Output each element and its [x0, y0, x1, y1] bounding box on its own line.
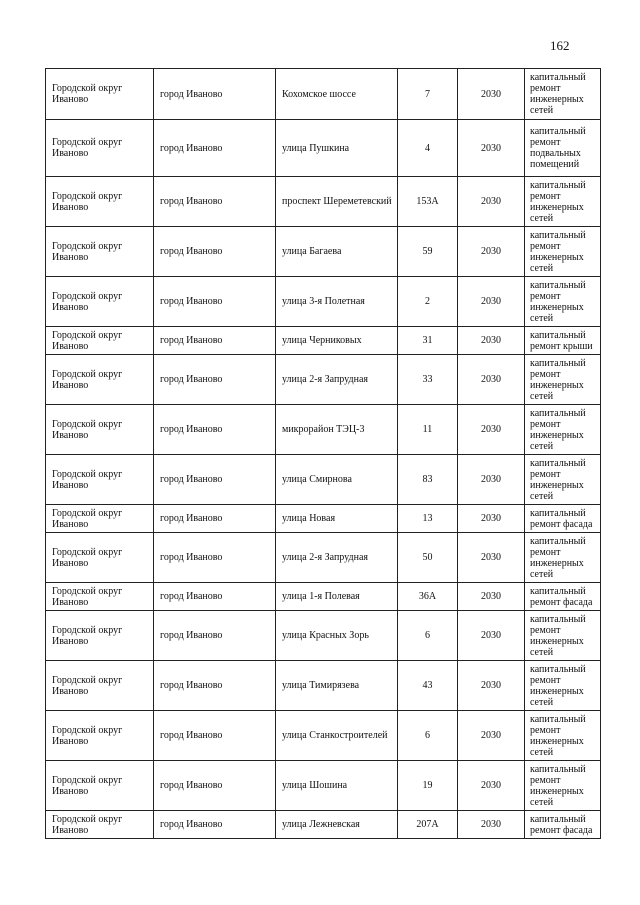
district-cell: Городской округ Иваново	[46, 711, 154, 761]
city-cell: город Иваново	[154, 227, 276, 277]
street-cell: улица Лежневская	[276, 811, 398, 839]
city-cell: город Иваново	[154, 505, 276, 533]
house-number-cell: 6	[398, 611, 458, 661]
table-row	[46, 761, 601, 811]
district-cell: Городской округ Иваново	[46, 120, 154, 177]
table-row	[46, 120, 601, 177]
street-cell: улица Тимирязева	[276, 661, 398, 711]
district-cell: Городской округ Иваново	[46, 405, 154, 455]
work-type-cell: капитальный ремонт фасада	[525, 505, 601, 533]
house-number-cell: 2	[398, 277, 458, 327]
city-cell: город Иваново	[154, 177, 276, 227]
city-cell: город Иваново	[154, 761, 276, 811]
city-cell: город Иваново	[154, 611, 276, 661]
work-type-cell: капитальный ремонт инженерных сетей	[525, 405, 601, 455]
city-cell: город Иваново	[154, 277, 276, 327]
work-type-cell: капитальный ремонт инженерных сетей	[525, 277, 601, 327]
district-cell: Городской округ Иваново	[46, 327, 154, 355]
street-cell: микрорайон ТЭЦ-3	[276, 405, 398, 455]
street-cell: улица Шошина	[276, 761, 398, 811]
house-number-cell: 36А	[398, 583, 458, 611]
table-row	[46, 227, 601, 277]
year-cell: 2030	[458, 227, 525, 277]
table-row	[46, 277, 601, 327]
year-cell: 2030	[458, 611, 525, 661]
street-cell: улица 3-я Полетная	[276, 277, 398, 327]
table-row	[46, 505, 601, 533]
table-row	[46, 327, 601, 355]
city-cell: город Иваново	[154, 811, 276, 839]
house-number-cell: 31	[398, 327, 458, 355]
city-cell: город Иваново	[154, 711, 276, 761]
street-cell: улица Новая	[276, 505, 398, 533]
city-cell: город Иваново	[154, 455, 276, 505]
street-cell: улица Станкостроителей	[276, 711, 398, 761]
city-cell: город Иваново	[154, 661, 276, 711]
district-cell: Городской округ Иваново	[46, 661, 154, 711]
table-row	[46, 405, 601, 455]
street-cell: улица 2-я Запрудная	[276, 355, 398, 405]
repair-schedule-table	[45, 68, 601, 839]
house-number-cell: 207А	[398, 811, 458, 839]
street-cell: улица 2-я Запрудная	[276, 533, 398, 583]
district-cell: Городской округ Иваново	[46, 761, 154, 811]
year-cell: 2030	[458, 661, 525, 711]
work-type-cell: капитальный ремонт инженерных сетей	[525, 455, 601, 505]
house-number-cell: 13	[398, 505, 458, 533]
house-number-cell: 83	[398, 455, 458, 505]
street-cell: улица Багаева	[276, 227, 398, 277]
work-type-cell: капитальный ремонт инженерных сетей	[525, 711, 601, 761]
district-cell: Городской округ Иваново	[46, 583, 154, 611]
table-row	[46, 711, 601, 761]
street-cell: проспект Шереметевский	[276, 177, 398, 227]
table-row	[46, 455, 601, 505]
house-number-cell: 7	[398, 69, 458, 120]
year-cell: 2030	[458, 355, 525, 405]
work-type-cell: капитальный ремонт инженерных сетей	[525, 177, 601, 227]
page-number: 162	[550, 38, 570, 53]
street-cell: Кохомское шоссе	[276, 69, 398, 120]
city-cell: город Иваново	[154, 327, 276, 355]
city-cell: город Иваново	[154, 355, 276, 405]
year-cell: 2030	[458, 405, 525, 455]
year-cell: 2030	[458, 455, 525, 505]
house-number-cell: 153А	[398, 177, 458, 227]
district-cell: Городской округ Иваново	[46, 455, 154, 505]
district-cell: Городской округ Иваново	[46, 177, 154, 227]
district-cell: Городской округ Иваново	[46, 533, 154, 583]
table-row	[46, 355, 601, 405]
work-type-cell: капитальный ремонт крыши	[525, 327, 601, 355]
year-cell: 2030	[458, 120, 525, 177]
table-row	[46, 811, 601, 839]
year-cell: 2030	[458, 811, 525, 839]
work-type-cell: капитальный ремонт инженерных сетей	[525, 761, 601, 811]
work-type-cell: капитальный ремонт инженерных сетей	[525, 227, 601, 277]
street-cell: улица Красных Зорь	[276, 611, 398, 661]
house-number-cell: 6	[398, 711, 458, 761]
city-cell: город Иваново	[154, 533, 276, 583]
house-number-cell: 59	[398, 227, 458, 277]
district-cell: Городской округ Иваново	[46, 277, 154, 327]
year-cell: 2030	[458, 277, 525, 327]
table-row	[46, 661, 601, 711]
house-number-cell: 43	[398, 661, 458, 711]
year-cell: 2030	[458, 583, 525, 611]
city-cell: город Иваново	[154, 405, 276, 455]
work-type-cell: капитальный ремонт инженерных сетей	[525, 661, 601, 711]
table-row	[46, 69, 601, 120]
city-cell: город Иваново	[154, 69, 276, 120]
street-cell: улица 1-я Полевая	[276, 583, 398, 611]
table-row	[46, 583, 601, 611]
district-cell: Городской округ Иваново	[46, 611, 154, 661]
street-cell: улица Смирнова	[276, 455, 398, 505]
city-cell: город Иваново	[154, 120, 276, 177]
district-cell: Городской округ Иваново	[46, 811, 154, 839]
district-cell: Городской округ Иваново	[46, 69, 154, 120]
year-cell: 2030	[458, 177, 525, 227]
street-cell: улица Пушкина	[276, 120, 398, 177]
district-cell: Городской округ Иваново	[46, 227, 154, 277]
table-row	[46, 533, 601, 583]
city-cell: город Иваново	[154, 583, 276, 611]
work-type-cell: капитальный ремонт инженерных сетей	[525, 611, 601, 661]
work-type-cell: капитальный ремонт инженерных сетей	[525, 69, 601, 120]
district-cell: Городской округ Иваново	[46, 505, 154, 533]
district-cell: Городской округ Иваново	[46, 355, 154, 405]
year-cell: 2030	[458, 761, 525, 811]
house-number-cell: 50	[398, 533, 458, 583]
street-cell: улица Черниковых	[276, 327, 398, 355]
work-type-cell: капитальный ремонт инженерных сетей	[525, 355, 601, 405]
house-number-cell: 33	[398, 355, 458, 405]
year-cell: 2030	[458, 711, 525, 761]
table-row	[46, 177, 601, 227]
work-type-cell: капитальный ремонт фасада	[525, 583, 601, 611]
table-row	[46, 611, 601, 661]
house-number-cell: 11	[398, 405, 458, 455]
year-cell: 2030	[458, 327, 525, 355]
work-type-cell: капитальный ремонт подвальных помещений	[525, 120, 601, 177]
house-number-cell: 19	[398, 761, 458, 811]
year-cell: 2030	[458, 533, 525, 583]
house-number-cell: 4	[398, 120, 458, 177]
year-cell: 2030	[458, 69, 525, 120]
year-cell: 2030	[458, 505, 525, 533]
work-type-cell: капитальный ремонт инженерных сетей	[525, 533, 601, 583]
work-type-cell: капитальный ремонт фасада	[525, 811, 601, 839]
